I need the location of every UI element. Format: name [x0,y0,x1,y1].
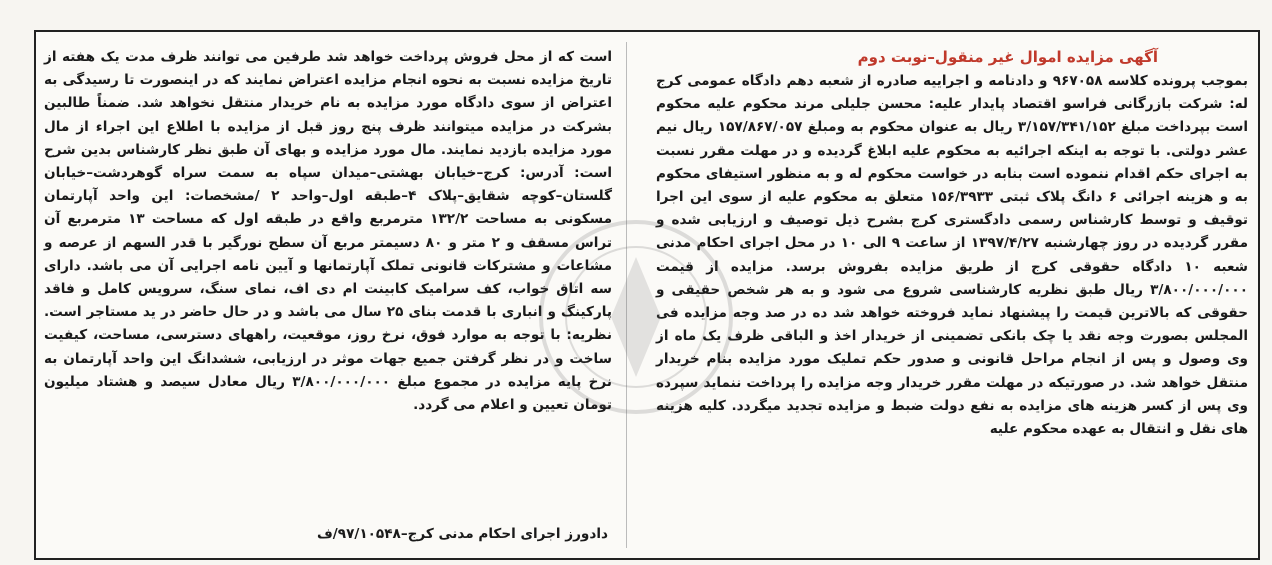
signature-line: دادورز اجرای احکام مدنی کرج–۹۷/۱۰۵۴۸/ف [317,526,608,542]
right-column [656,44,1248,441]
left-column-text: است که از محل فروش پرداخت خواهد شد طرفین می توانند ظرف مدت یک هفته از تاریخ مزایده نسبت به نحوه انجام مزایده اعتراض نمایند که در اینصورت تا رسیدگی به اعتراض از سوی دادگاه مورد مزایده به نام خریدار منتقل نخواهد شد. ضمناً طالبین بشرکت در مزایده میتوانند ظرف پنج روز قبل از مزایده با اطلاع این اجراء از مال مورد مزایده بازدید نمایند. مال مورد مزایده و بهای آن طبق نظر کارشناس بدین شرح است: آدرس: کرج–خیابان بهشتی–میدان سپاه به سمت سراه گوهردشت–خیابان گلستان–کوچه شقایق–پلاک ۴–طبقه اول–واحد ۲ /مشخصات: این واحد آپارتمان مسکونی به مساحت ۱۳۲/۲ مترمربع واقع در طبقه اول که مساحت ۱۳ مترمربع آن تراس مسقف و ۲ متر و ۸۰ دسیمتر مربع آن سطح نورگیر با قدر السهم از عرصه و مشاعات و مشترکات قانونی تملک آپارتمانها و آیین نامه اجرایی آن می باشد. دارای سه اتاق خواب، کف سرامیک کابینت ام دی اف، نمای سنگ، سرویس کامل و فاقد پارکینگ و انباری با قدمت بنای ۲۵ سال می باشد و در حال حاضر در ید مستاجر است. نظریه: با توجه به موارد فوق، نرخ روز، موقعیت، راههای دسترسی، مساحت، کیفیت ساخت و در نظر گرفتن جمیع جهات موثر در ارزیابی، ششدانگ این واحد آپارتمان به نرخ پایه مزایده در مجموع مبلغ ۳/۸۰۰/۰۰۰/۰۰۰ ریال معادل سیصد و هشتاد میلیون تومان تعیین و اعلام می گردد. [44,49,613,414]
left-column [44,46,612,417]
notice-title: آگهی مزایده اموال غیر منقول–نوبت دوم [857,48,1158,66]
column-divider [626,42,627,548]
right-column-text: بموجب پرونده کلاسه ۹۶۷۰۵۸ و دادنامه و اجراییه صادره از شعبه دهم دادگاه عمومی کرج له: شرکت بازرگانی فراسو اقتصاد پایدار علیه: محسن جلیلی مرند محکوم علیه محکوم است بپرداخت مبلغ ۳/۱۵۷/۳۴۱/۱۵۲ ریال به عنوان محکوم به ومبلغ ۱۵۷/۸۶۷/۰۵۷ ریال نیم عشر دولتی. با توجه به اینکه اجرائیه به محکوم علیه ابلاغ گردیده و در مهلت مقرر نسبت به اجرای حکم اقدام ننموده است بنابه در خواست محکوم له و به منظور استیفای محکوم به و هزینه اجرائی ۶ دانگ پلاک ثبتی ۱۵۶/۳۹۳۳ متعلق به محکوم علیه از سوی این اجرا توقیف و توسط کارشناس رسمی دادگستری کرج بشرح ذیل توصیف و ارزیابی شده و مقرر گردیده در روز چهارشنبه ۱۳۹۷/۴/۲۷ از ساعت ۹ الی ۱۰ در محل اجرای احکام مدنی شعبه ۱۰ دادگاه حقوقی کرج از طریق مزایده بفروش برسد. مزایده از قیمت ۳/۸۰۰/۰۰۰/۰۰۰ ریال طبق نظریه کارشناسی شروع می شود و به هر شخص حقیقی و حقوقی که بالاترین قیمت را پیشنهاد نماید فروخته خواهد شد ده در صد وجه مزایده فی المجلس بصورت وجه نقد یا چک بانکی تضمینی از خریدار اخذ و الباقی ظرف یک ماه از وی وصول و پس از انجام مراحل قانونی و صدور حکم تملیک مورد مزایده بنام خریدار منتقل خواهد شد. در صورتیکه در مهلت مقرر خریدار وجه مزایده را پرداخت ننماید سپرده وی پس از کسر هزینه های مزایده به نفع دولت ضبط و مزایده تجدید میگردد. کلیه هزینه های نقل و انتقال به عهده محکوم علیه [656,73,1249,438]
notice-frame [34,30,1260,560]
